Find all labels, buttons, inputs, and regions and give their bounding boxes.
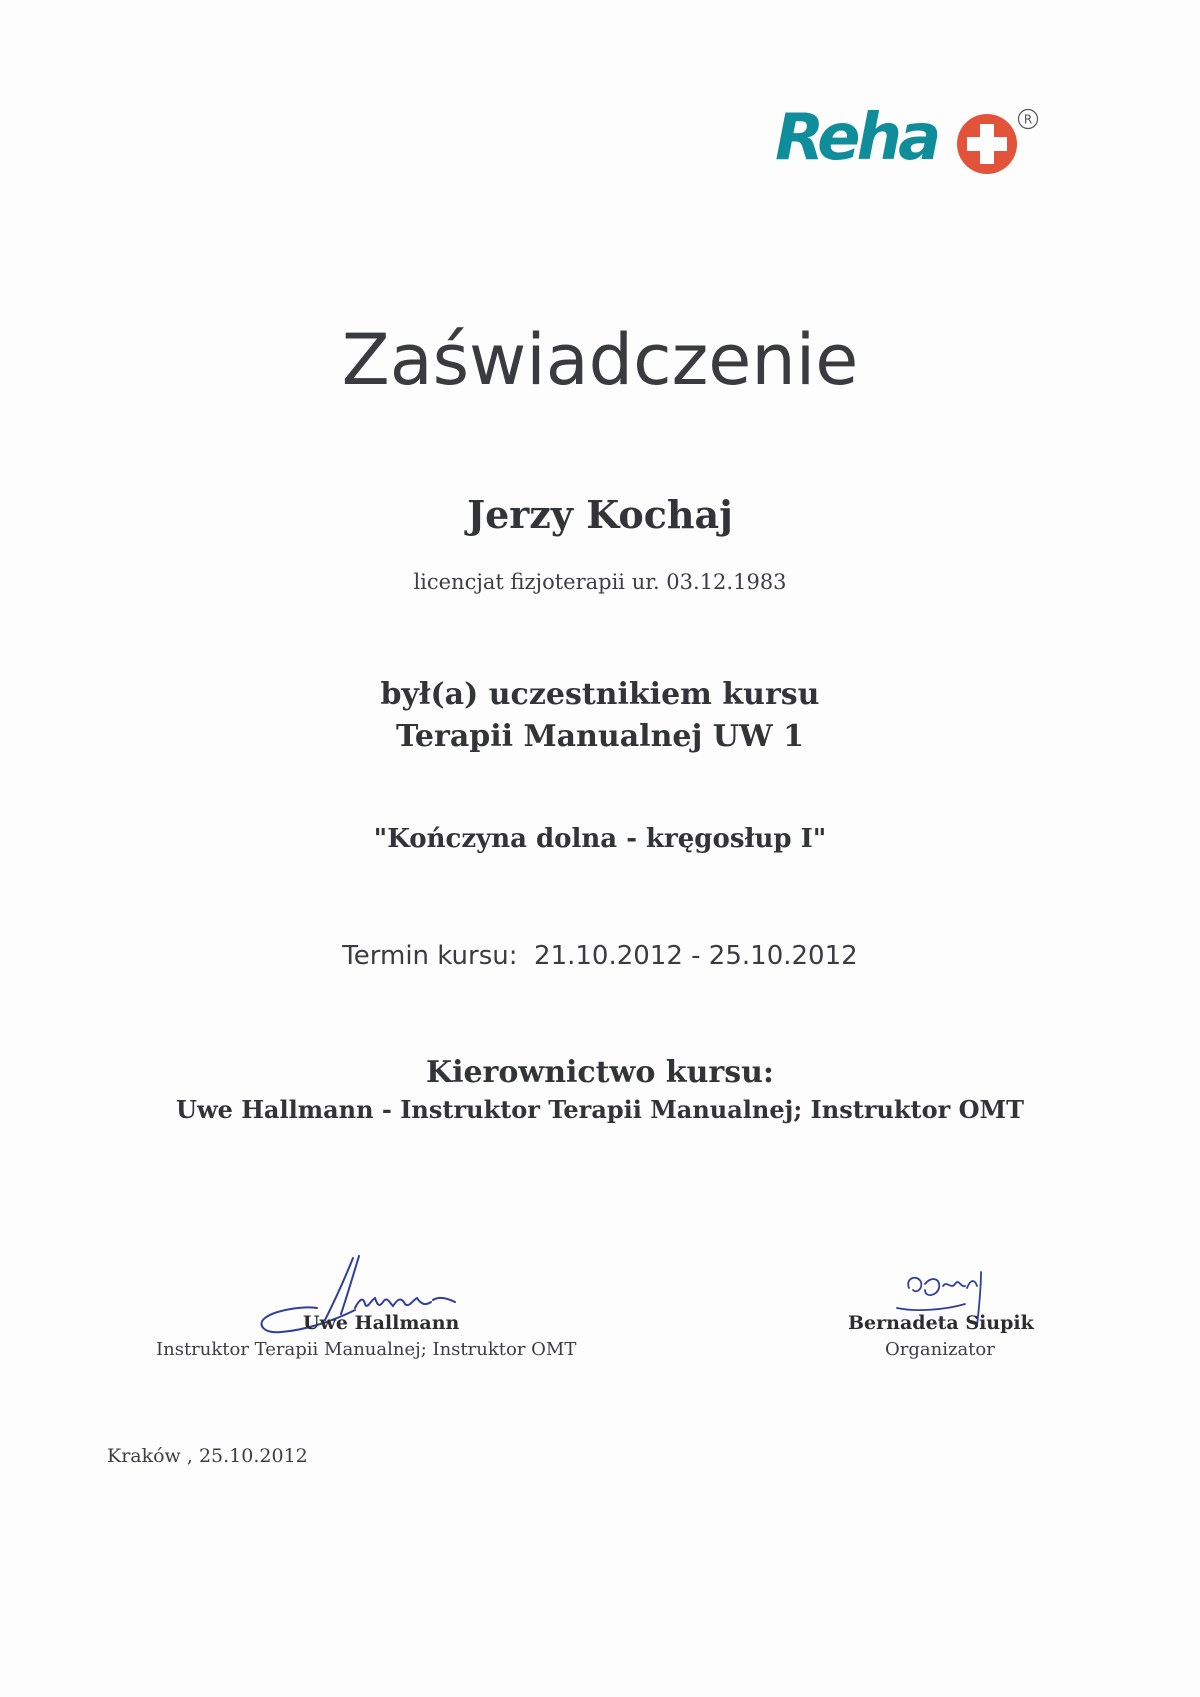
- reha-logo: [775, 100, 1045, 190]
- participant-name: Jerzy Kochaj: [467, 492, 733, 537]
- course-line-2: Terapii Manualnej UW 1: [396, 719, 804, 754]
- place-and-date: Kraków , 25.10.2012: [107, 1445, 308, 1467]
- term-dates: 21.10.2012 - 25.10.2012: [534, 941, 858, 971]
- signer-1-name: Uwe Hallmann: [303, 1312, 460, 1334]
- signer-2-name: Bernadeta Siupik: [848, 1312, 1034, 1334]
- course-term: [0, 943, 1200, 969]
- management-line: Uwe Hallmann - Instruktor Terapii Manualnej; Instruktor OMT: [176, 1095, 1024, 1124]
- issue-date: 25.10.2012: [198, 1445, 308, 1467]
- signer-1-role: Instruktor Terapii Manualnej; Instruktor OMT: [156, 1339, 577, 1360]
- signer-2-role: Organizator: [885, 1339, 995, 1360]
- participant-details: licencjat fizjoterapii ur. 03.12.1983: [413, 570, 787, 594]
- logo-wordmark: Reha: [775, 101, 938, 175]
- plus-cross-icon: [955, 112, 1019, 176]
- course-module: "Kończyna dolna - kręgosłup I": [373, 824, 827, 854]
- term-label: Termin kursu:: [342, 941, 518, 971]
- registered-mark-text: R: [1023, 112, 1033, 127]
- document-title: Zaświadczenie: [341, 319, 859, 401]
- registered-mark-icon: [1017, 108, 1039, 130]
- management-title: Kierownictwo kursu:: [426, 1055, 774, 1090]
- place: Kraków: [107, 1445, 181, 1467]
- course-line-1: był(a) uczestnikiem kursu: [380, 677, 820, 712]
